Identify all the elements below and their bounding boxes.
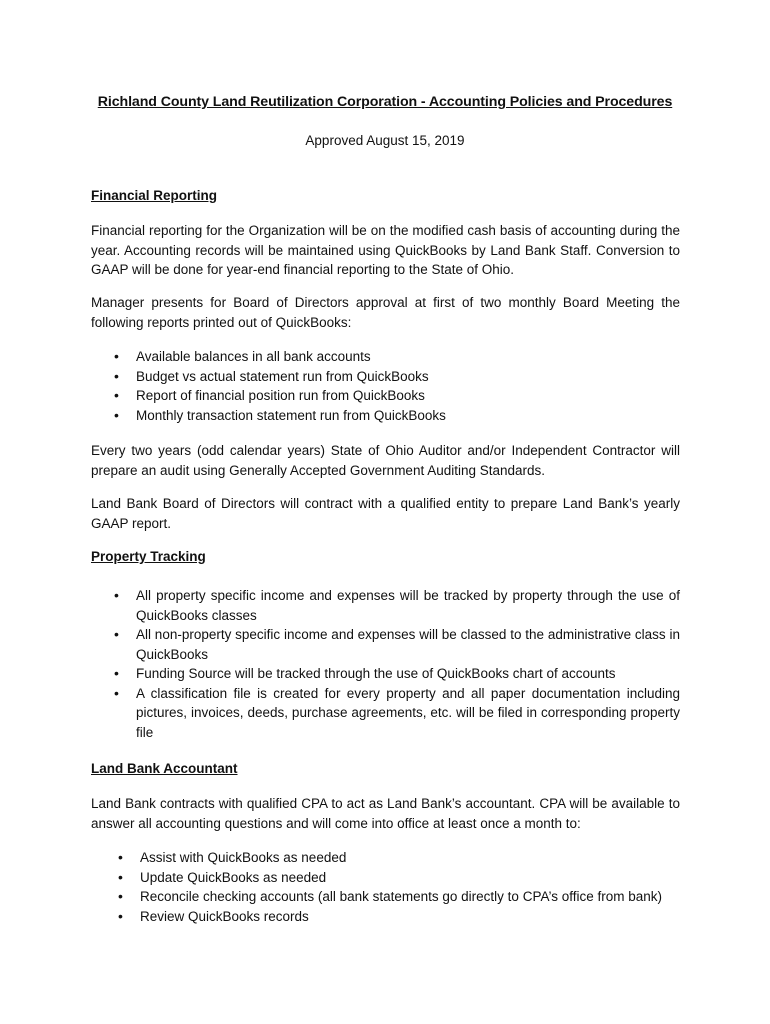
financial-reporting-paragraph-3: Every two years (odd calendar years) State of Ohio Auditor and/or Independent Contractor will prepare an audit using Generally Accepted Government Auditing Standards. — [91, 443, 680, 478]
heading-property-tracking: Property Tracking — [91, 549, 206, 564]
heading-land-bank-accountant: Land Bank Accountant — [91, 761, 238, 776]
list-item: • Reconcile checking accounts (all bank statements go directly to CPA’s office from bank) — [140, 887, 685, 907]
financial-reporting-paragraph-1: Financial reporting for the Organization will be on the modified cash basis of accounting during the year. Accounting records will be maintained using QuickBooks by Land Bank Staff. Conversion to GAAP will be done for year-end financial reporting to the State of Ohio. — [91, 223, 680, 277]
list-item: • Update QuickBooks as needed — [140, 868, 685, 888]
list-item: • Report of financial position run from QuickBooks — [136, 386, 680, 406]
list-item: • A classification file is created for every property and all paper documentation including pictures, invoices, deeds, purchase agreements, etc. will be filed in corresponding property file — [136, 684, 680, 743]
list-item: • Review QuickBooks records — [140, 907, 685, 927]
accountant-paragraph: Land Bank contracts with qualified CPA to act as Land Bank’s accountant. CPA will be available to answer all accounting questions and will come into office at least once a month to: — [91, 796, 680, 831]
heading-financial-reporting: Financial Reporting — [91, 188, 218, 203]
list-item: • Funding Source will be tracked through the use of QuickBooks chart of accounts — [136, 664, 680, 684]
approval-date: Approved August 15, 2019 — [305, 133, 465, 148]
list-item: • All non-property specific income and expenses will be classed to the administrative class in QuickBooks — [136, 625, 680, 664]
financial-reporting-paragraph-4: Land Bank Board of Directors will contract with a qualified entity to prepare Land Bank’s yearly GAAP report. — [91, 496, 680, 531]
list-item: • Available balances in all bank accounts — [136, 347, 680, 367]
list-item: • All property specific income and expenses will be tracked by property through the use of QuickBooks classes — [136, 586, 680, 625]
list-item: • Assist with QuickBooks as needed — [140, 848, 685, 868]
list-item: • Monthly transaction statement run from QuickBooks — [136, 406, 680, 426]
accountant-duties-list — [140, 848, 685, 926]
financial-reporting-paragraph-2: Manager presents for Board of Directors approval at first of two monthly Board Meeting the following reports printed out of QuickBooks: — [91, 295, 680, 330]
property-tracking-list — [136, 586, 680, 742]
list-item: • Budget vs actual statement run from QuickBooks — [136, 367, 680, 387]
document-title: Richland County Land Reutilization Corporation - Accounting Policies and Procedures — [97, 94, 673, 110]
financial-reports-list — [136, 347, 680, 425]
